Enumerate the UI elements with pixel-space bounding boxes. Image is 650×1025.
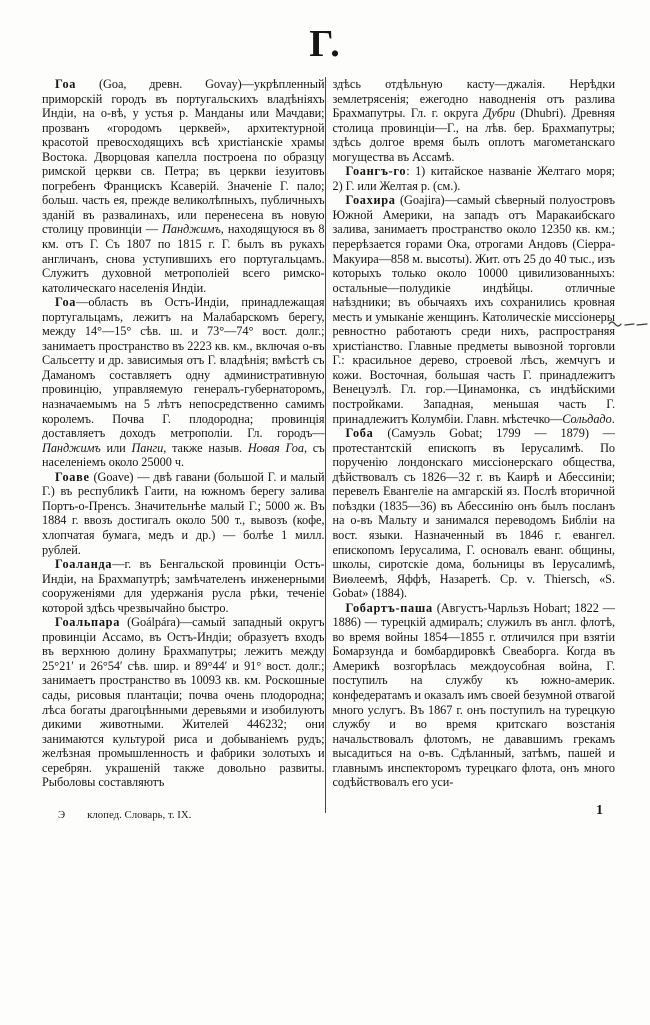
dictionary-entry: Гоальпара (Goálpára)—самый западный округъ провинціи Ассамо, въ Остъ-Индіи; образуетъ входъ въ верхнюю долину Брахмапутры; лежитъ между 25°21′ и 26°54′ сѣв. шир. и 89°44′ и 91° вост. долг.; занимаетъ пространство въ 10093 кв. км. Роскошные сады, рисовыя плантаціи; почва очень плодородна; лѣса богаты драгоцѣнными деревьями и изобилуютъ дикими животными. Жителей 446232; они занимаются культурой риса и добываніемъ рудъ; желѣзная промышленность и фабрики золотыхъ и серебрян. украшеній также довольно развиты. Рыболовы составляютъ — [42, 615, 325, 790]
dictionary-entry: Гоба (Самуэль Gobat; 1799 — 1879) — протестантскій епископъ въ Іерусалимѣ. По порученію лондонскаго миссіонерскаго общества, дѣйствовалъ съ 1826—32 г. въ Каирѣ и Абессиніи; перевелъ Евангеліе на амгарскій яз. Послѣ вторичной поѣздки (1835—36) въ Абессинію онъ былъ посланъ на о-въ Мальту и занимался переводомъ Библіи на вост. языки. Назначенный въ 1846 г. евангел. епископомъ Іерусалима, Г. основалъ еванг. общины, школы, сиротскіе дома, больницы въ Іерусалимѣ, Виѳлеемѣ, Яффѣ, Назаретѣ. Ср. v. Thiersch, «S. Gobat» (1884). — [332, 426, 615, 601]
dictionary-entry: Гоа (Goa, древн. Govay)—укрѣпленный приморскій городъ въ португальскихъ владѣніяхъ Индіи, на о-вѣ, у устья р. Манданы или Мачдави; прозванъ «городомъ церквей», архитектурной красотой превосходящихъ всѣ христіанскіе храмы Востока. Дворцовая капелла построена по образцу римской церкви св. Петра; въ церкви іезуитовъ погребенъ Францискъ Ксаверій. Значеніе Г. пало; больш. часть ея, прежде великолѣпныхъ, публичныхъ зданій въ развалинахъ, или перенесена въ новую столицу провинціи — Панджимъ, находящуюся въ 8 км. отъ Г. Съ 1807 по 1815 г. Г. былъ въ рукахъ англичанъ, снова уступившихъ его португальцамъ. Служитъ духовной метрополіей всего римско-католическаго населенія Индіи. — [42, 77, 325, 295]
entry-continuation: здѣсь отдѣльную касту—джалія. Нерѣдки землетрясенія; ежегодно наводненія отъ разлива Брахмапутры. Гл. г. округа Дубри (Dhubri). Древняя столица провинціи—Г., на лѣв. бер. Брахмапутры; здѣсь долгое время былъ оплотъ магометанскаго могущества въ Ассамѣ. — [332, 77, 615, 164]
entry-term: Гоальпара — [55, 615, 121, 630]
page-number: 1 — [596, 803, 603, 818]
section-letter-heading: Г. — [309, 23, 341, 65]
dictionary-entry: Гобартъ-паша (Августъ-Чарльзъ Hobart; 1822 — 1886) — турецкій адмиралъ; служилъ въ англ. флотѣ, во время войны 1854—1855 г. отличился при взятіи Бомарзунда и бомбардировкѣ Свеаборга. Когда въ Америкѣ возгорѣлась междоусобная война, Г. поступилъ на службу къ южно-америк. конфедератамъ и оказалъ имъ своей безумной отвагой много услугъ. Въ 1867 г. онъ поступилъ на турецкую службу и во время критскаго возстанія начальствовалъ флотомъ, не дававшимъ грекамъ высадиться на о-въ. Сдѣланный, затѣмъ, пашей и главнымъ инспекторомъ турецкаго флота, онъ много содѣйствовалъ его уси- — [332, 600, 615, 790]
left-column — [42, 77, 325, 813]
entry-term: Гобартъ-паша — [345, 600, 433, 615]
text-columns — [42, 77, 615, 813]
entry-term: Гоа — [55, 77, 77, 91]
imprint-text: клопед. Словарь, т. IX. — [87, 809, 192, 821]
dictionary-entry: Гоа—область въ Остъ-Индіи, принадлежащая португальцамъ, лежитъ на Малабарскомъ берегу, между 14°—15° сѣв. ш. и 73°—74° вост. долг.; занимаетъ пространство въ 2223 кв. км., включая о-въ Сальсетту и др. зависимыя отъ Г. владѣнія; вмѣстѣ съ Даманомъ составляетъ одну административную провинцію, управляемую генералъ-губернаторомъ, назначаемымъ на 5 лѣтъ непосредственно самимъ королемъ. Почва Г. плодородна; провинція доставляетъ доходъ метрополіи. Гл. городъ—Панджимъ или Панги, также назыв. Новая Гоа, съ населеніемъ около 25000 ч. — [42, 295, 325, 470]
dictionary-entry: Гоангъ-го: 1) китайское названіе Желтаго моря; 2) Г. или Желтая р. (см.). — [332, 164, 615, 193]
entry-term: Гоангъ-го — [345, 164, 407, 179]
entry-term: Гоаве — [55, 469, 90, 484]
entry-term: Гоба — [345, 426, 374, 441]
dictionary-entry: Гоаве (Goave) — двѣ гавани (большой Г. и малый Г.) въ республикѣ Гаити, на южномъ берегу залива Портъ-о-Пренсъ. Значительнѣе малый Г.; 5000 ж. Въ 1884 г. ввозъ достигалъ около 500 т., вывозъ (кофе, хлопчатая бумага, медъ и др.) — болѣе 1 милл. рублей. — [42, 469, 325, 557]
margin-pencil-squiggle-icon — [608, 318, 648, 330]
right-column — [325, 77, 616, 813]
entry-term: Гоахира — [345, 193, 396, 208]
entry-term: Гоа — [55, 295, 77, 310]
volume-imprint — [58, 809, 191, 821]
dictionary-entry: Гоахира (Goajira)—самый сѣверный полуостровъ Южной Америки, на западъ отъ Маракаибскаго залива, занимаетъ пространство около 12350 кв. км.; перерѣзается горами Ока, отрогами Андовъ (Сіерра-Макуира—858 м. высоты). Жит. отъ 25 до 40 тыс., изъ которыхъ только около 10000 цивилизованныхъ: остальные—полудикіе индѣйцы. отличные наѣздники; въ обычаяхъ ихъ сохранились кровная месть и умыканіе женщинъ. Католическіе миссіонеры ревностно работаютъ среди нихъ, распространяя христіанство. Главные предметы вывозной торговли Г.: красильное дерево, строевой лѣсъ, жемчугъ и кожи. Восточная, большая часть Г. принадлежитъ Венецуэлѣ. Гл. гор.—Цинамонка, съ индѣйскими постройками. Западная, меньшая часть Г. принадлежитъ Колумбіи. Главн. мѣстечко—Сольдадо. — [332, 193, 615, 426]
signature-mark: Э — [58, 809, 66, 821]
dictionary-entry: Гоаланда—г. въ Бенгальской провинціи Остъ-Индіи, на Брахмапутрѣ; замѣчателенъ инженерными сооруженіями для удержанія русла рѣки, теченіе которой здѣсь чрезвычайно быстро. — [42, 557, 325, 615]
entry-term: Гоаланда — [55, 557, 113, 572]
